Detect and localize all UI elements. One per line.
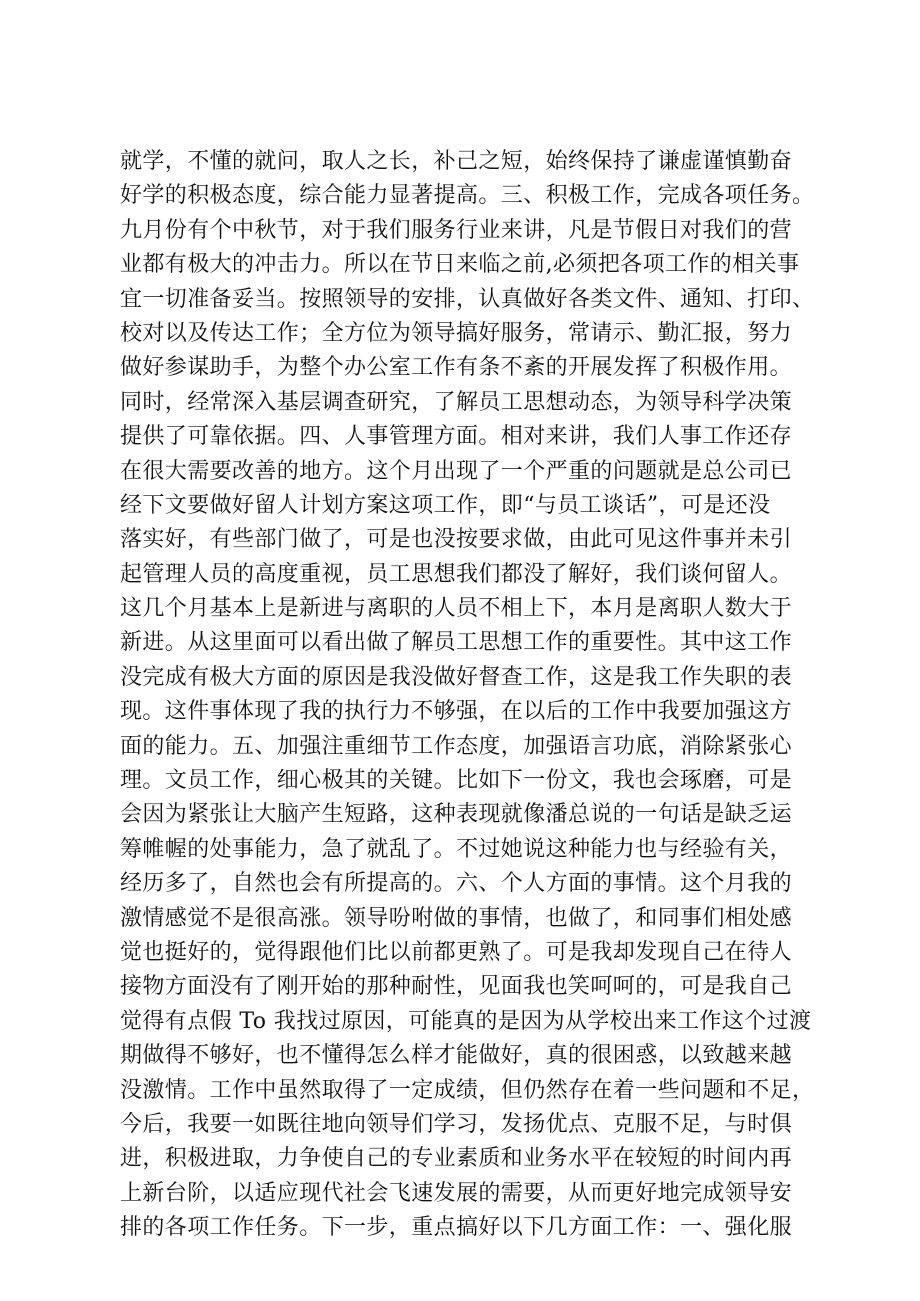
text-line: 接物方面没有了刚开始的那种耐性，见面我也笑呵呵的，可是我自己 bbox=[120, 974, 793, 1000]
text-line: 排的各项工作任务。下一步，重点搞好以下几方面工作：一、强化服 bbox=[120, 1215, 793, 1241]
text-line: 在很大需要改善的地方。这个月出现了一个严重的问题就是总公司已 bbox=[120, 458, 793, 484]
text-line: 没激情。工作中虽然取得了一定成绩，但仍然存在着一些问题和不足， bbox=[120, 1077, 815, 1103]
text-line: 就学，不懂的就问，取人之长，补己之短，始终保持了谦虚谨慎勤奋 bbox=[120, 149, 793, 174]
text-line: 没完成有极大方面的原因是我没做好督查工作，这是我工作失职的表 bbox=[120, 664, 793, 690]
text-line: 激情感觉不是很高涨。领导吩咐做的事情，也做了，和同事们相处感 bbox=[120, 905, 793, 931]
text-line: 现。这件事体现了我的执行力不够强，在以后的工作中我要加强这方 bbox=[120, 699, 793, 725]
text-line: 进，积极进取，力争使自己的专业素质和业务水平在较短的时间内再 bbox=[120, 1146, 793, 1172]
text-line: 理。文员工作，细心极其的关键。比如下一份文，我也会琢磨，可是 bbox=[120, 768, 793, 794]
text-line: 经下文要做好留人计划方案这项工作，即“与员工谈话”，可是还没 bbox=[120, 492, 771, 518]
text-line: 同时，经常深入基层调查研究，了解员工思想动态，为领导科学决策 bbox=[120, 389, 793, 415]
text-line: 经历多了，自然也会有所提高的。六、个人方面的事情。这个月我的 bbox=[120, 871, 793, 897]
text-line: 新进。从这里面可以看出做了解员工思想工作的重要性。其中这工作 bbox=[120, 630, 793, 656]
text-line: 落实好，有些部门做了，可是也没按要求做，由此可见这件事并未引 bbox=[120, 527, 793, 553]
text-line: 提供了可靠依据。四、人事管理方面。相对来讲，我们人事工作还存 bbox=[120, 424, 793, 450]
text-line: 这几个月基本上是新进与离职的人员不相上下，本月是离职人数大于 bbox=[120, 596, 793, 622]
text-line: 九月份有个中秋节，对于我们服务行业来讲，凡是节假日对我们的营 bbox=[120, 217, 793, 243]
text-line: 好学的积极态度，综合能力显著提高。三、积极工作，完成各项任务。 bbox=[120, 183, 815, 209]
text-line: 业都有极大的冲击力。所以在节日来临之前,必须把各项工作的相关事 bbox=[120, 252, 800, 278]
text-line: 起管理人员的高度重视，员工思想我们都没了解好，我们谈何留人。 bbox=[120, 561, 793, 587]
text-line: 做好参谋助手，为整个办公室工作有条不紊的开展发挥了积极作用。 bbox=[120, 355, 793, 381]
body-text bbox=[120, 145, 840, 1246]
text-line: 会因为紧张让大脑产生短路，这种表现就像潘总说的一句话是缺乏运 bbox=[120, 802, 793, 828]
text-line: 宜一切准备妥当。按照领导的安排，认真做好各类文件、通知、打印、 bbox=[120, 286, 815, 312]
text-line: 觉也挺好的，觉得跟他们比以前都更熟了。可是我却发现自己在待人 bbox=[120, 939, 793, 965]
text-line: 筹帷幄的处事能力，急了就乱了。不过她说这种能力也与经验有关， bbox=[120, 836, 793, 862]
text-line: 上新台阶，以适应现代社会飞速发展的需要，从而更好地完成领导安 bbox=[120, 1180, 793, 1206]
text-line: 今后，我要一如既往地向领导们学习，发扬优点、克服不足，与时俱 bbox=[120, 1111, 793, 1137]
text-line: 面的能力。五、加强注重细节工作态度，加强语言功底，消除紧张心 bbox=[120, 733, 793, 759]
text-line: 期做得不够好，也不懂得怎么样才能做好，真的很困惑，以致越来越 bbox=[120, 1043, 793, 1069]
text-line: 校对以及传达工作；全方位为领导搞好服务，常请示、勤汇报，努力 bbox=[120, 320, 793, 346]
text-line: 觉得有点假 To 我找过原因，可能真的是因为从学校出来工作这个过渡 bbox=[120, 1008, 812, 1034]
